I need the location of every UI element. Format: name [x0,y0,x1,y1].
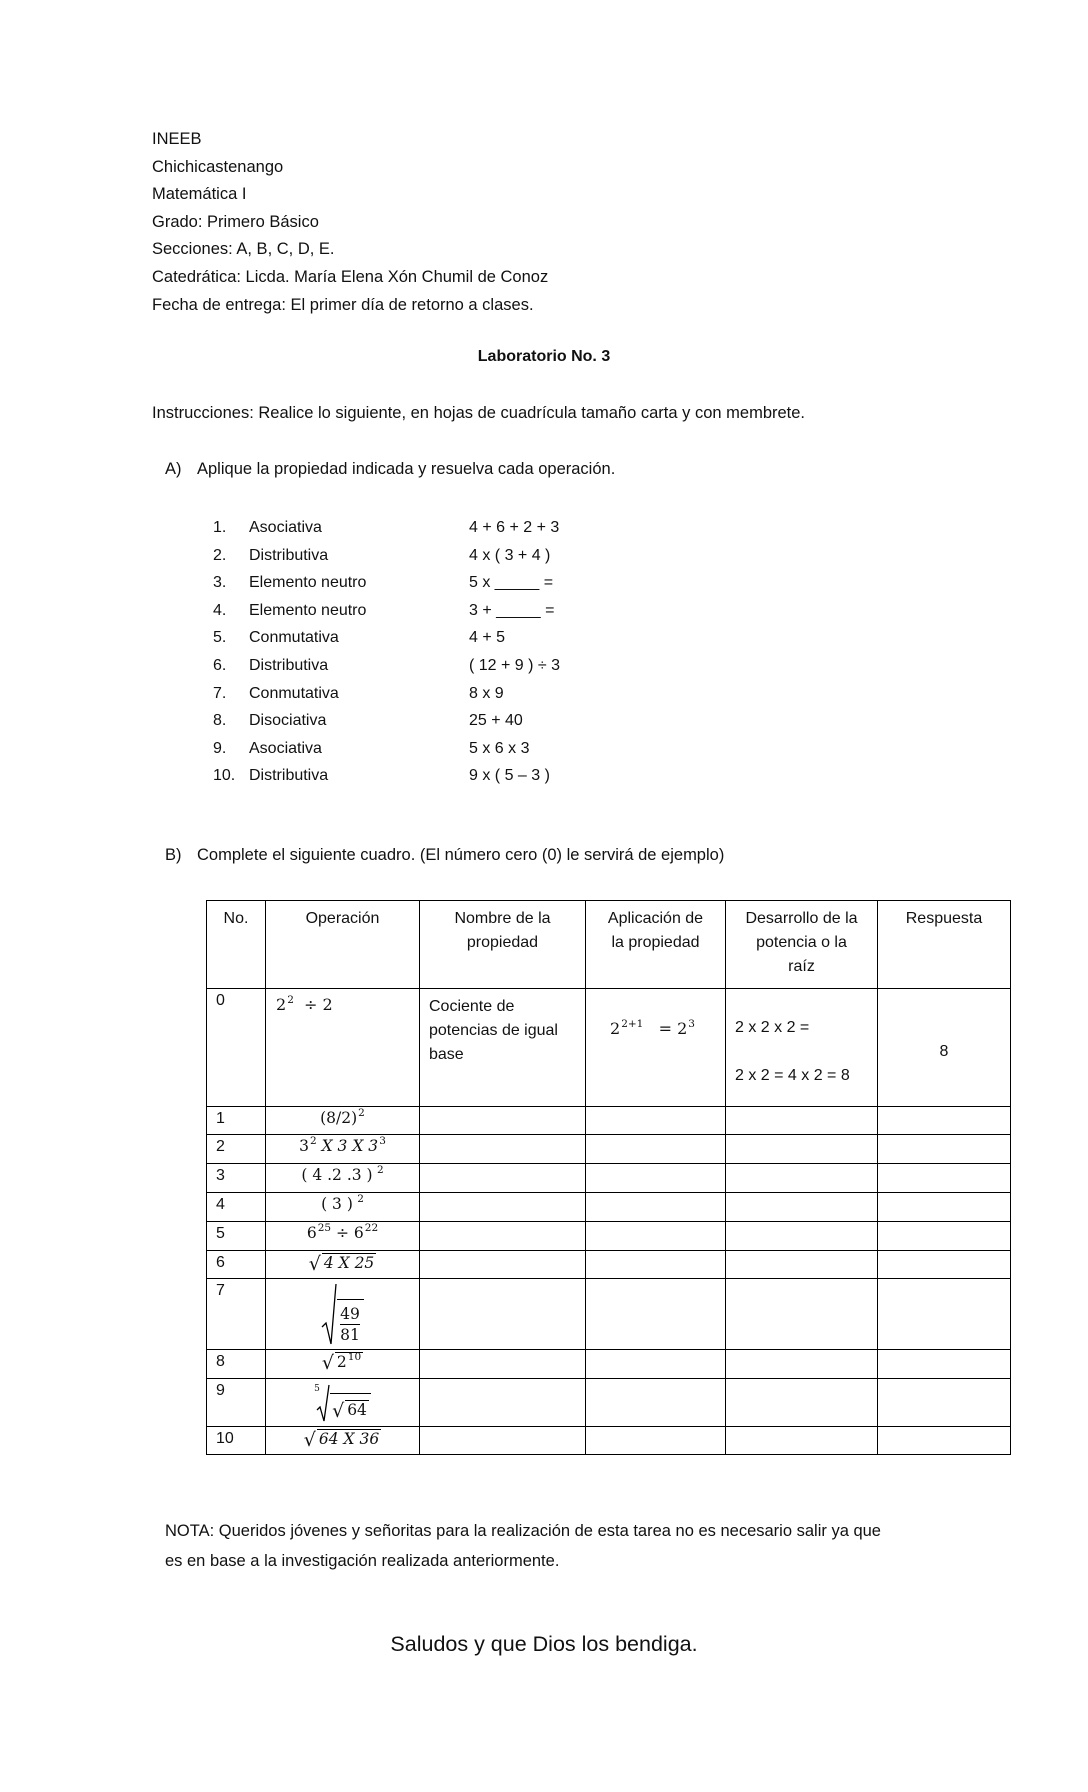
list-item [213,569,554,597]
answer-value: 8 [939,1043,949,1060]
item-expression: ( 12 + 9 ) ÷ 3 [469,656,561,674]
op-exponent: 3 [379,1135,386,1147]
list-item [213,680,504,708]
list-item [213,735,530,763]
answer-cell[interactable] [878,1379,1011,1427]
answer-cell[interactable] [878,1193,1011,1222]
item-number: 6. [213,656,227,674]
property-line: potencias de igual [429,1022,558,1039]
example-operation [266,989,420,1107]
answer-cell[interactable] [586,1279,726,1350]
answer-cell[interactable] [726,1135,878,1164]
radicand: 64 X 36 [318,1430,380,1448]
app-result-base: = 2 [658,1019,688,1038]
table-row [207,1350,1011,1379]
section-a-list [213,514,561,790]
op-exponent: 2 [358,1107,365,1119]
answer-cell[interactable] [420,1193,586,1222]
note [165,1516,985,1576]
answer-cell[interactable] [586,1350,726,1379]
app-result-exponent: 3 [688,1018,695,1030]
section-b-letter: B) [165,846,182,864]
list-item [213,652,561,680]
item-property: Elemento neutro [249,601,367,619]
row-number: 2 [207,1135,266,1164]
example-development [726,989,878,1107]
item-number: 4. [213,601,227,619]
note-line: NOTA: Queridos jóvenes y señoritas para la realización de esta tarea no es necesario salir ya que [165,1522,881,1540]
radical-icon [321,1283,337,1345]
development-line: 2 x 2 = 4 x 2 = 8 [735,1067,850,1084]
teacher: Catedrática: Licda. María Elena Xón Chumil de Conoz [152,267,549,286]
table-row [207,1379,1011,1427]
answer-cell[interactable] [420,1135,586,1164]
header-aplicacion [586,901,726,989]
example-property [420,989,586,1107]
item-number: 7. [213,684,227,702]
answer-cell[interactable] [878,1164,1011,1193]
header-no: No. [207,901,266,989]
header-respuesta: Respuesta [878,901,1011,989]
item-number: 8. [213,712,227,730]
item-property: Distributiva [249,656,329,674]
table-row [207,1107,1011,1135]
school-location: Chichicastenango [152,157,284,176]
row-number: 3 [207,1164,266,1193]
example-row [207,989,1011,1107]
answer-cell[interactable] [726,1193,878,1222]
answer-cell[interactable] [726,1251,878,1279]
answer-cell[interactable] [420,1379,586,1427]
answer-cell[interactable] [726,1427,878,1455]
answer-cell[interactable] [586,1107,726,1135]
section-b-text: Complete el siguiente cuadro. (El número cero (0) le servirá de ejemplo) [197,846,725,864]
answer-cell[interactable] [586,1379,726,1427]
op-exponent: 25 [317,1222,332,1234]
radicand: 64 [347,1401,367,1419]
row-number: 0 [207,989,266,1107]
numerator: 49 [340,1305,360,1323]
item-property: Disociativa [249,712,327,730]
course-name: Matemática I [152,185,247,204]
radicand: 4 X 25 [323,1254,375,1272]
development-line: 2 x 2 x 2 = [735,1019,810,1036]
op-exponent: 2 [287,994,294,1006]
header-nombre-line: propiedad [466,934,539,951]
op-exponent: 2 [353,1193,364,1205]
list-item [213,542,551,570]
item-expression: 5 x 6 x 3 [469,739,530,757]
list-item [213,762,550,790]
radical-icon: √ [308,1253,321,1275]
op-middle: ÷ 6 [331,1224,364,1242]
operation-cell [266,1135,420,1164]
answer-cell[interactable] [586,1427,726,1455]
op-base: (8/2) [320,1109,358,1127]
example-application [586,989,726,1107]
header-nombre-line: Nombre de la [454,910,551,927]
row-number: 1 [207,1107,266,1135]
app-exponent: 2+1 [621,1018,644,1030]
item-expression: 9 x ( 5 – 3 ) [469,767,550,785]
item-expression: 3 + _____ = [469,601,555,619]
table-row [207,1279,1011,1350]
radicand [335,1352,363,1371]
answer-cell[interactable] [726,1164,878,1193]
op-middle: X 3 X 3 [316,1137,379,1155]
item-number: 9. [213,739,227,757]
answer-cell[interactable] [586,1164,726,1193]
row-number: 4 [207,1193,266,1222]
item-number: 10. [213,767,236,785]
answer-cell[interactable] [586,1193,726,1222]
item-expression: 8 x 9 [469,684,504,702]
header-desarrollo [726,901,878,989]
answer-cell[interactable] [420,1427,586,1455]
inner-radical-icon: √ [332,1400,345,1422]
exercise-table [206,900,1011,1455]
radical-icon: √ [321,1352,334,1374]
root-index: 5 [314,1384,320,1394]
header-desarrollo-line: Desarrollo de la [745,910,858,927]
item-expression: 4 x ( 3 + 4 ) [469,546,551,564]
operation-cell [266,1427,420,1455]
section-a-heading [165,460,615,479]
item-number: 3. [213,574,227,592]
table-row [207,1193,1011,1222]
instructions: Instrucciones: Realice lo siguiente, en hojas de cuadrícula tamaño carta y con membrete. [152,404,806,422]
answer-cell[interactable] [726,1107,878,1135]
answer-cell[interactable] [878,1107,1011,1135]
property-line: Cociente de [429,998,515,1015]
answer-cell[interactable] [726,1279,878,1350]
header-desarrollo-line: potencia o la [756,934,847,951]
answer-cell[interactable] [878,1350,1011,1379]
property-line: base [429,1046,464,1063]
op-base: ( 3 ) [321,1195,353,1213]
operation-cell [266,1251,420,1279]
answer-cell[interactable] [726,1350,878,1379]
answer-cell[interactable] [878,1427,1011,1455]
item-number: 2. [213,546,227,564]
answer-cell[interactable] [878,1135,1011,1164]
fraction [340,1304,360,1345]
header-operacion: Operación [266,901,420,989]
op-base: 6 [306,1224,317,1242]
header-aplicacion-line: la propiedad [611,934,700,951]
lab-title: Laboratorio No. 3 [477,348,611,365]
section-a-text: Aplique la propiedad indicada y resuelva cada operación. [197,460,616,478]
op-base: ( 4 .2 .3 ) [301,1166,373,1184]
list-item [213,597,555,625]
radical-icon: √ [303,1429,316,1451]
denominator: 81 [340,1326,360,1344]
answer-cell[interactable] [420,1279,586,1350]
answer-cell[interactable] [726,1222,878,1251]
list-item [213,514,560,542]
op-divisor: ÷ 2 [304,995,333,1014]
row-number: 8 [207,1350,266,1379]
app-base: 2 [610,1019,621,1038]
row-number: 7 [207,1279,266,1350]
answer-cell[interactable] [420,1107,586,1135]
row-number: 5 [207,1222,266,1251]
section-a-letter: A) [165,460,182,478]
operation-cell [266,1193,420,1222]
item-expression: 4 + 6 + 2 + 3 [469,519,560,536]
operation-cell [266,1222,420,1251]
operation-cell [266,1279,420,1350]
radicand-base: 2 [336,1353,347,1371]
answer-cell[interactable] [586,1222,726,1251]
op-exponent: 2 [373,1164,384,1176]
school-name: INEEB [152,130,202,148]
item-property: Asociativa [249,519,322,536]
item-property: Conmutativa [249,684,339,702]
answer-cell[interactable] [878,1279,1011,1350]
row-number: 9 [207,1379,266,1427]
answer-cell[interactable] [586,1135,726,1164]
op-base: 2 [276,995,287,1014]
closing-greeting: Saludos y que Dios los bendiga. [390,1632,698,1656]
row-number: 10 [207,1427,266,1455]
header-nombre [420,901,586,989]
sections: Secciones: A, B, C, D, E. [152,240,335,259]
op-base: 3 [299,1137,309,1155]
table-row [207,1222,1011,1251]
op-exponent: 22 [364,1222,379,1234]
document-header [152,126,548,319]
item-expression: 5 x _____ = [469,574,554,592]
operation-cell [266,1107,420,1135]
list-item [213,707,523,735]
item-property: Asociativa [249,739,322,757]
example-answer [878,989,1011,1107]
answer-cell[interactable] [726,1379,878,1427]
operation-cell [266,1350,420,1379]
item-expression: 25 + 40 [469,712,523,730]
grade: Grado: Primero Básico [152,212,319,231]
item-property: Distributiva [249,767,329,785]
answer-cell[interactable] [878,1222,1011,1251]
item-property: Conmutativa [249,629,339,647]
table-row [207,1135,1011,1164]
table-header-row [207,901,1011,989]
list-item [213,624,506,652]
item-number: 1. [213,519,227,536]
radicand-exponent: 10 [347,1351,362,1363]
op-exponent: 2 [309,1135,317,1147]
operation-cell [266,1379,420,1427]
row-number: 6 [207,1251,266,1279]
table-row [207,1164,1011,1193]
section-b-heading [165,846,724,865]
operation-cell [266,1164,420,1193]
answer-cell[interactable] [878,1251,1011,1279]
item-property: Distributiva [249,546,329,564]
note-line: es en base a la investigación realizada anteriormente. [165,1552,560,1570]
answer-cell[interactable] [420,1350,586,1379]
due-date: Fecha de entrega: El primer día de retorno a clases. [152,295,534,314]
item-expression: 4 + 5 [469,629,506,647]
table-row [207,1251,1011,1279]
item-property: Elemento neutro [249,574,367,592]
item-number: 5. [213,629,227,647]
header-desarrollo-line: raíz [788,958,815,975]
answer-cell[interactable] [420,1164,586,1193]
answer-cell[interactable] [586,1251,726,1279]
header-aplicacion-line: Aplicación de [607,910,704,927]
table-row [207,1427,1011,1455]
answer-cell[interactable] [420,1222,586,1251]
answer-cell[interactable] [420,1251,586,1279]
